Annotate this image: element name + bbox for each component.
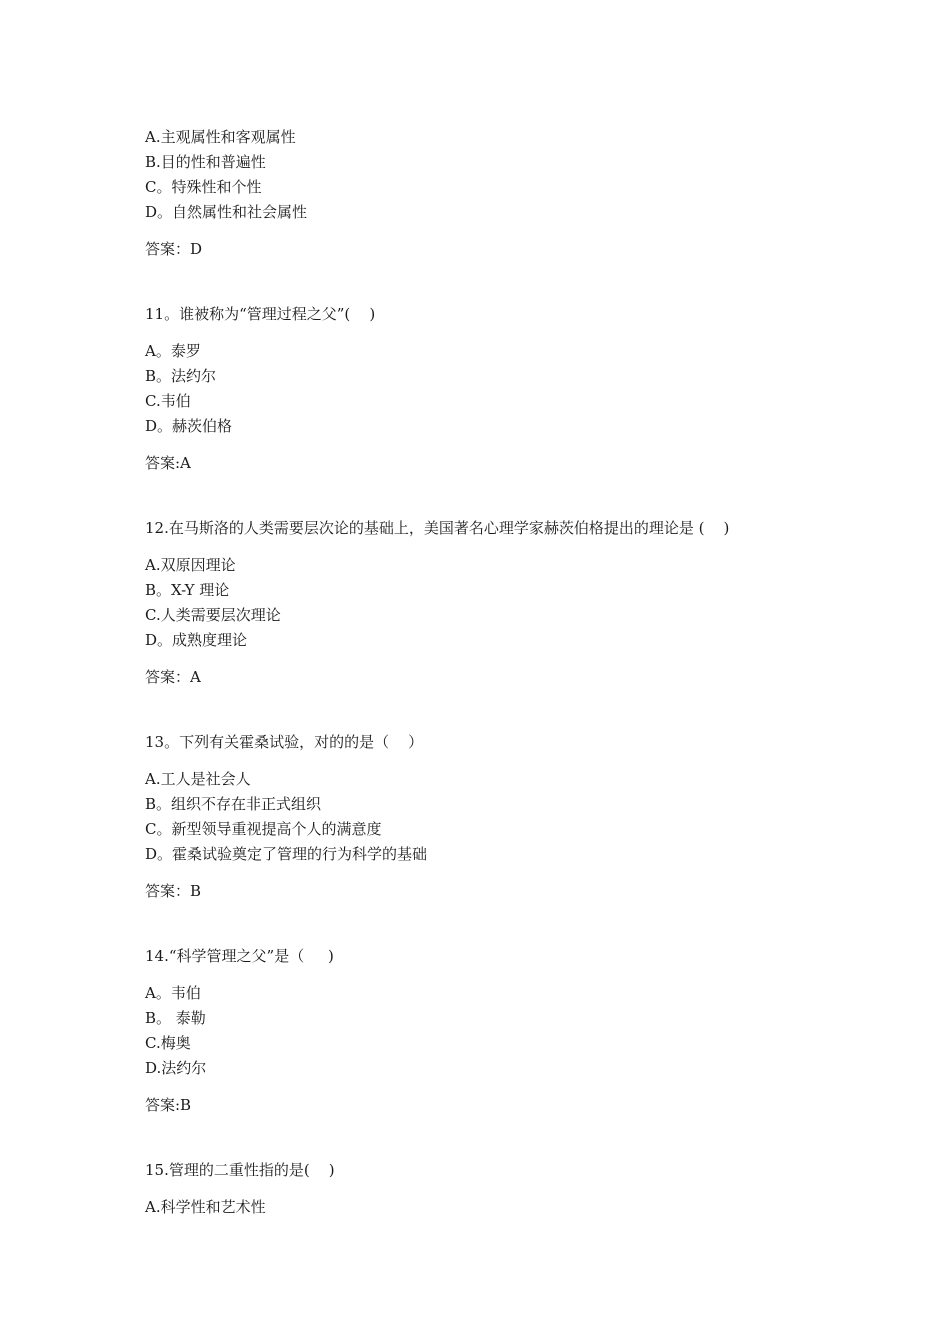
option-b: B。组织不存在非正式组织	[145, 795, 322, 813]
option-c: C.韦伯	[145, 392, 191, 410]
option-d: D。赫茨伯格	[145, 417, 233, 435]
option-a: A。韦伯	[145, 984, 201, 1002]
option-d: D。自然属性和社会属性	[145, 203, 308, 221]
option-c: C。特殊性和个性	[145, 178, 262, 196]
option-c: C。新型领导重视提高个人的满意度	[145, 820, 382, 838]
answer: 答案：A	[145, 668, 201, 686]
question-text: 15.管理的二重性指的是( )	[145, 1161, 335, 1179]
question-13-block	[145, 730, 845, 904]
option-d: D。成熟度理论	[145, 631, 248, 649]
question-text: 11。谁被称为“管理过程之父”( )	[145, 305, 376, 323]
question-10-block	[145, 125, 845, 262]
question-text: 12.在马斯洛的人类需要层次论的基础上，美国著名心理学家赫茨伯格提出的理论是 ( )	[145, 519, 730, 537]
option-b: B。X-Y 理论	[145, 581, 230, 599]
question-14-block	[145, 944, 845, 1118]
answer: 答案:B	[145, 1096, 192, 1114]
question-12-block	[145, 516, 845, 690]
option-a: A.科学性和艺术性	[145, 1198, 266, 1216]
option-c: C.梅奥	[145, 1034, 191, 1052]
option-b: B。 泰勒	[145, 1009, 206, 1027]
option-a: A。泰罗	[145, 342, 201, 360]
option-d: D。霍桑试验奠定了管理的行为科学的基础	[145, 845, 428, 863]
option-b: B.目的性和普遍性	[145, 153, 266, 171]
option-c: C.人类需要层次理论	[145, 606, 281, 624]
answer: 答案：B	[145, 882, 202, 900]
answer: 答案：D	[145, 240, 203, 258]
question-11-block	[145, 302, 845, 476]
option-a: A.工人是社会人	[145, 770, 251, 788]
option-a: A.双原因理论	[145, 556, 236, 574]
question-15-block	[145, 1158, 845, 1220]
option-d: D.法约尔	[145, 1059, 207, 1077]
question-text: 13。下列有关霍桑试验，对的的是（ ）	[145, 733, 424, 751]
option-b: B。法约尔	[145, 367, 217, 385]
option-a: A.主观属性和客观属性	[145, 128, 296, 146]
question-text: 14.“科学管理之父”是（ )	[145, 947, 334, 965]
document-page	[145, 125, 845, 1220]
answer: 答案:A	[145, 454, 191, 472]
